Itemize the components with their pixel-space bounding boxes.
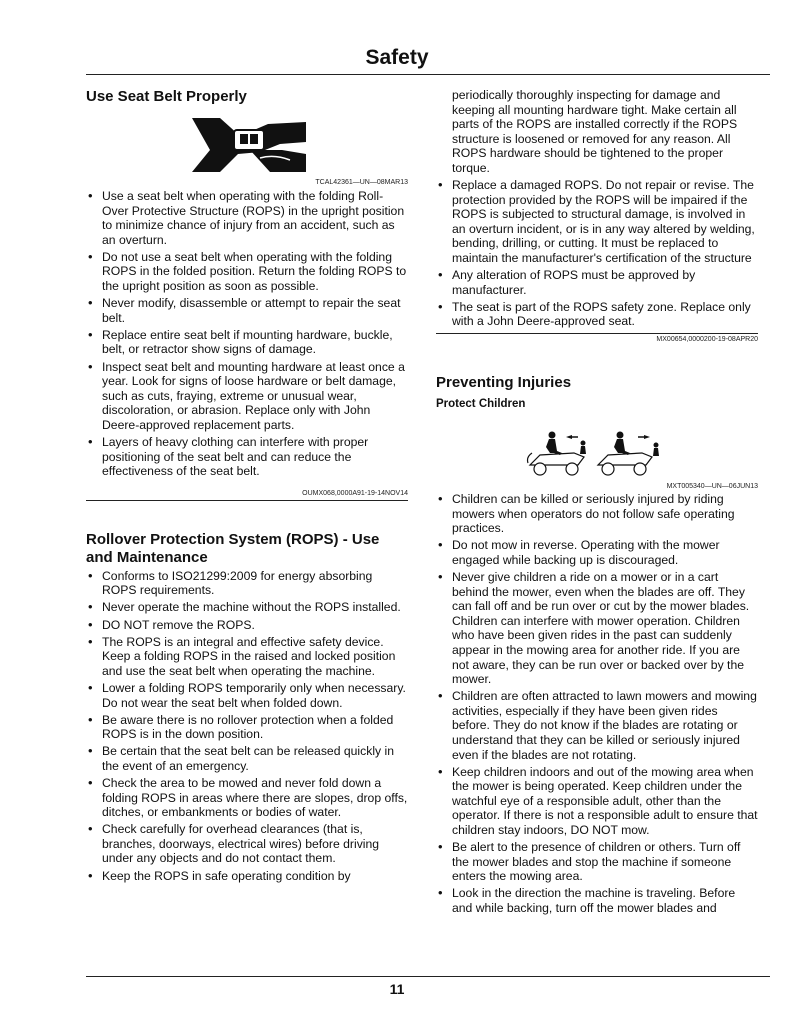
list-item: • Be certain that the seat belt can be released quickly in the event of an emergency. xyxy=(86,744,408,773)
left-column xyxy=(86,84,408,886)
list-item: • Layers of heavy clothing can interfere with proper positioning of the seat belt and can reduce the effectiveness of the seat belt. xyxy=(86,435,408,479)
reference-code: MX00654,0000200-19-08APR20 xyxy=(656,336,758,343)
protect-children-subheading: Protect Children xyxy=(436,398,526,410)
list-item: • Children can be killed or seriously injured by riding mowers when operators do not follow safe operating practices. xyxy=(436,492,758,536)
reference-code: OUMX068,0000A91-19-14NOV14 xyxy=(302,489,408,497)
list-item: • DO NOT remove the ROPS. xyxy=(86,618,408,633)
rops-list xyxy=(86,569,408,883)
list-item: • Look in the direction the machine is traveling. Before and while backing, turn off the mower blades and xyxy=(436,886,758,915)
seat-belt-figure xyxy=(86,114,408,178)
rops-continued-list xyxy=(436,178,758,329)
list-item: • Conforms to ISO21299:2009 for energy absorbing ROPS requirements. xyxy=(86,569,408,598)
list-item: • Do not mow in reverse. Operating with the mower engaged while backing up is discouraged. xyxy=(436,538,758,567)
list-item: • Inspect seat belt and mounting hardware at least once a year. Look for signs of loose hardware or belt damage, such as cuts, fraying, extreme or unusual wear, discoloration, or abrasion. Replace only with John Deere-approved replacement parts. xyxy=(86,360,408,433)
header-divider xyxy=(86,74,770,75)
rops-continued-text: periodically thoroughly inspecting for damage and keeping all mounting hardware tight. Make certain all parts of the ROPS are installed correctly if the ROPS structure is loosened or removed for any reason. All ROPS hardware should be tightened to the proper torque. xyxy=(452,88,738,175)
figure-code: TCAL42361—UN—08MAR13 xyxy=(315,179,408,186)
seat-belt-list xyxy=(86,189,408,479)
right-column xyxy=(436,88,758,918)
page-title: Safety xyxy=(365,46,429,69)
list-item: • Check carefully for overhead clearances (that is, branches, doorways, electrical wires) before driving under any objects and do not contact them. xyxy=(86,822,408,866)
list-item: • Replace a damaged ROPS. Do not repair or revise. The protection provided by the ROPS will be impaired if the ROPS is subjected to structural damage, is involved in an overturn incident, or is in any way altered by welding, bending, drilling, or cutting. It must be replaced to maintain the manufacturer's certification of the structure xyxy=(436,178,758,266)
children-figure xyxy=(436,427,758,483)
list-item: • The ROPS is an integral and effective safety device. Keep a folding ROPS in the raised and locked position and use the seat belt when operating the machine. xyxy=(86,635,408,679)
list-item: • Keep the ROPS in safe operating condition by xyxy=(86,869,408,884)
list-item: • The seat is part of the ROPS safety zone. Replace only with a John Deere-approved seat. xyxy=(436,300,758,329)
rops-heading: Rollover Protection System (ROPS) - Use and Maintenance xyxy=(86,530,380,566)
list-item: • Children are often attracted to lawn mowers and mowing activities, especially if they have been given rides before. They do not know if the blades are rotating or understand that they can be killed or seriously injured even if the blades are not rotating. xyxy=(436,689,758,762)
list-item: • Be aware there is no rollover protection when a folded ROPS is in the down position. xyxy=(86,713,408,742)
injuries-heading: Preventing Injuries xyxy=(436,374,572,391)
mower-children-illustration xyxy=(526,427,662,481)
list-item: • Do not use a seat belt when operating with the folding ROPS in the folded position. Return the folding ROPS to the upright position as soon as possible. xyxy=(86,250,408,294)
seat-belt-heading: Use Seat Belt Properly xyxy=(86,88,247,105)
list-item: • Any alteration of ROPS must be approved by manufacturer. xyxy=(436,268,758,297)
list-item: • Lower a folding ROPS temporarily only when necessary. Do not wear the seat belt when folded down. xyxy=(86,681,408,710)
list-item: • Keep children indoors and out of the mowing area when the mower is being operated. Keep children under the watchful eye of a responsible adult, other than the operator. If there is not a responsible adult to ensure that children stay indoors, DO NOT mow. xyxy=(436,765,758,838)
page-number: 11 xyxy=(389,981,405,997)
seat-belt-illustration xyxy=(190,114,308,176)
section-divider xyxy=(86,500,408,501)
section-divider xyxy=(436,333,758,334)
figure-code: MXT005340—UN—06JUN13 xyxy=(666,483,758,490)
list-item: • Be alert to the presence of children or others. Turn off the mower blades and stop the machine if someone enters the mowing area. xyxy=(436,840,758,884)
children-list xyxy=(436,492,758,916)
list-item: • Check the area to be mowed and never fold down a folding ROPS in areas where there are slopes, drop offs, ditches, or embankments or bodies of water. xyxy=(86,776,408,820)
list-item: • Never modify, disassemble or attempt to repair the seat belt. xyxy=(86,296,408,325)
list-item: • Never give children a ride on a mower or in a cart behind the mower, even when the blades are off. They can fall off and be run over or cut by the mower blades. Children can interfere with mower operation. Children who have been given rides in the past can suddenly appear in the mowing area for another ride. If you are not aware, they can be run over or backed over by the mower. xyxy=(436,570,758,687)
list-item: • Never operate the machine without the ROPS installed. xyxy=(86,600,408,615)
footer-divider xyxy=(86,976,770,977)
list-item: • Use a seat belt when operating with the folding Roll-Over Protective Structure (ROPS) in the upright position to minimize chance of injury from an accident, such as an overturn. xyxy=(86,189,408,247)
list-item: • Replace entire seat belt if mounting hardware, buckle, belt, or retractor show signs of damage. xyxy=(86,328,408,357)
